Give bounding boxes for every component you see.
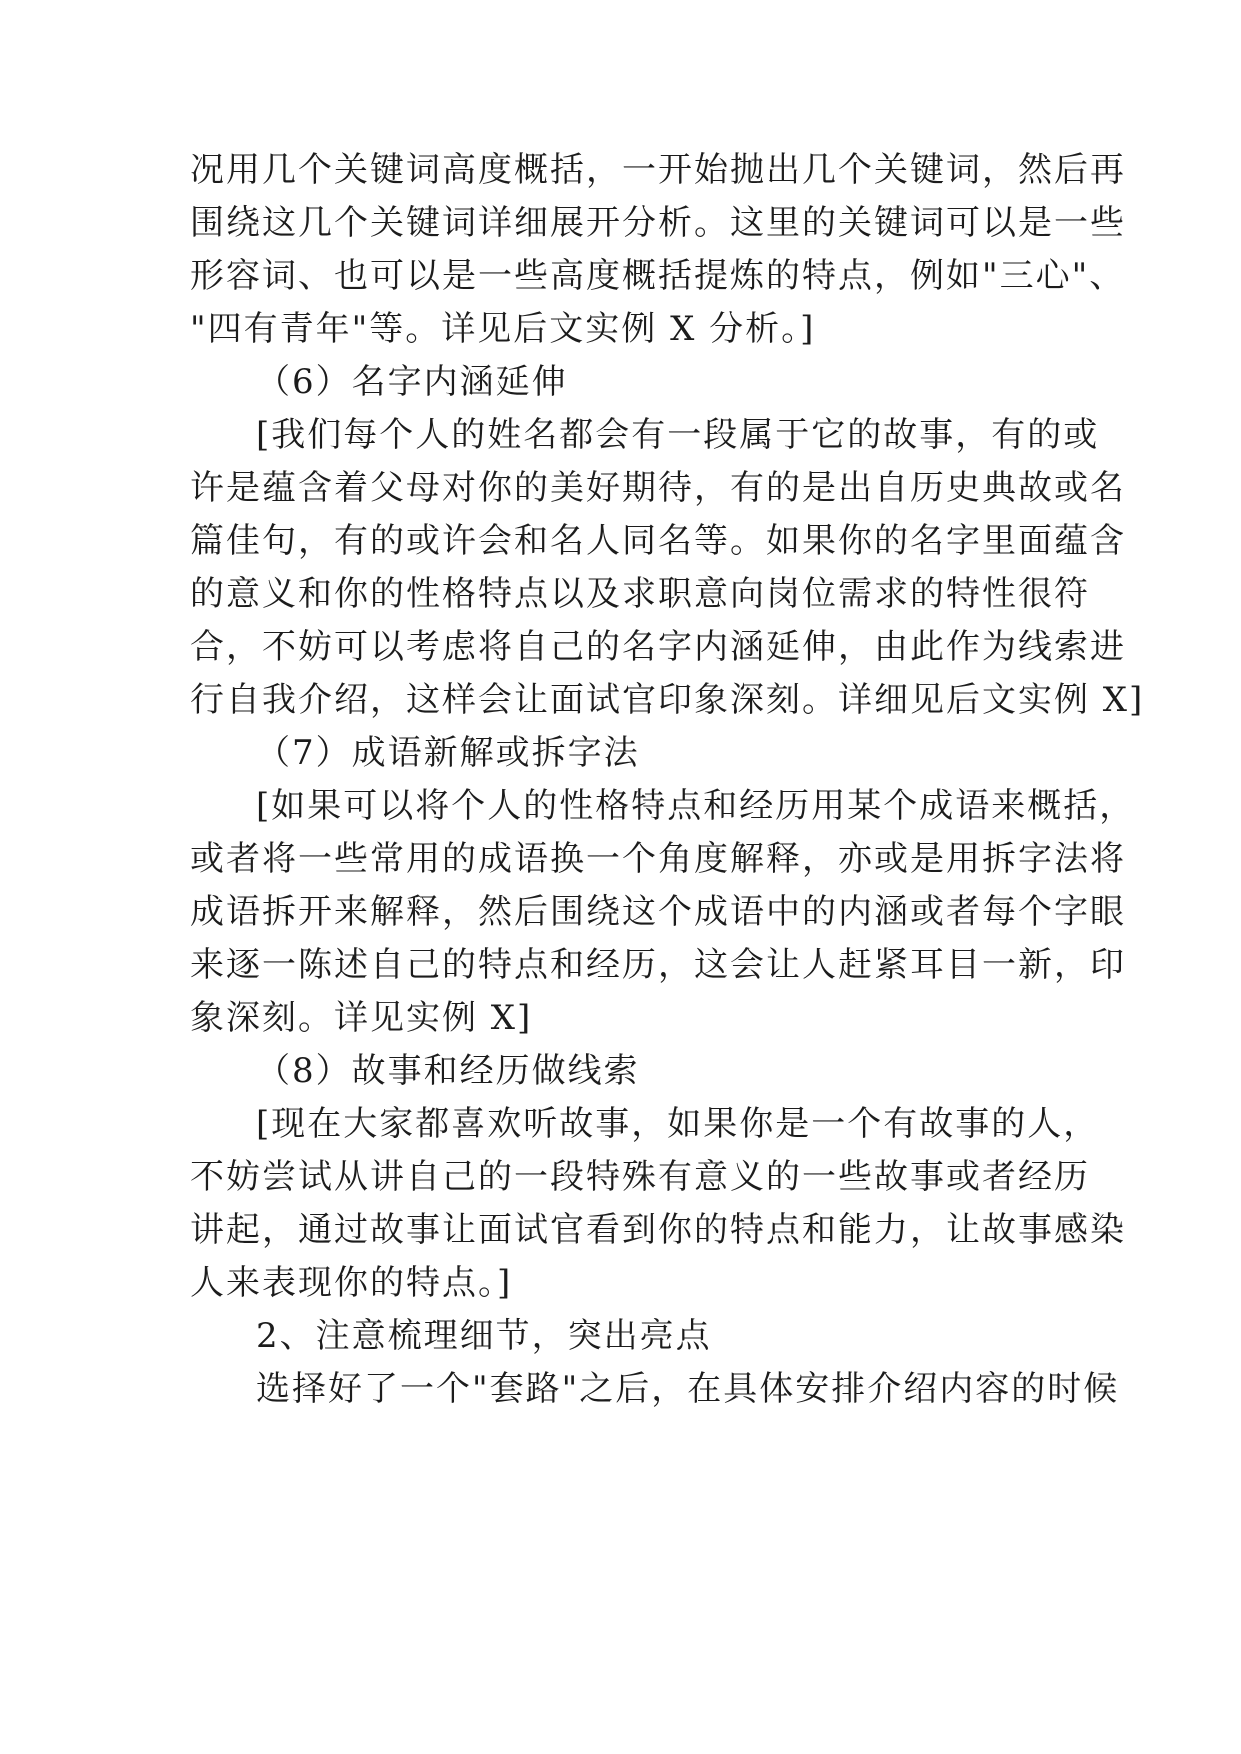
body-text-line: [如果可以将个人的性格特点和经历用某个成语来概括， xyxy=(256,786,1136,826)
body-text-line: 成语拆开来解释，然后围绕这个成语中的内涵或者每个字眼 xyxy=(190,892,1126,932)
body-text-line: 合，不妨可以考虑将自己的名字内涵延伸，由此作为线索进 xyxy=(190,627,1126,667)
body-text-line: 选择好了一个"套路"之后，在具体安排介绍内容的时候 xyxy=(256,1369,1120,1409)
section-heading: （7）成语新解或拆字法 xyxy=(256,733,640,773)
body-text-line: 不妨尝试从讲自己的一段特殊有意义的一些故事或者经历 xyxy=(190,1157,1090,1197)
body-text-line: [现在大家都喜欢听故事，如果你是一个有故事的人， xyxy=(256,1104,1100,1144)
body-text-line: "四有青年"等。详见后文实例 X 分析。] xyxy=(190,309,816,349)
section-heading: 2、注意梳理细节，突出亮点 xyxy=(256,1316,712,1356)
body-text-line: 象深刻。详见实例 X] xyxy=(190,998,533,1038)
body-text-line: 形容词、也可以是一些高度概括提炼的特点，例如"三心"、 xyxy=(190,256,1126,296)
section-heading: （6）名字内涵延伸 xyxy=(256,362,568,402)
body-text-line: 的意义和你的性格特点以及求职意向岗位需求的特性很符 xyxy=(190,574,1090,614)
body-text-line: 或者将一些常用的成语换一个角度解释，亦或是用拆字法将 xyxy=(190,839,1126,879)
body-text-line: 人来表现你的特点。] xyxy=(190,1263,513,1303)
body-text-line: 讲起，通过故事让面试官看到你的特点和能力，让故事感染 xyxy=(190,1210,1126,1250)
body-text-line: [我们每个人的姓名都会有一段属于它的故事，有的或 xyxy=(256,415,1100,455)
body-text-line: 许是蕴含着父母对你的美好期待，有的是出自历史典故或名 xyxy=(190,468,1126,508)
body-text-line: 行自我介绍，这样会让面试官印象深刻。详细见后文实例 X] xyxy=(190,680,1145,720)
body-text-line: 围绕这几个关键词详细展开分析。这里的关键词可以是一些 xyxy=(190,203,1126,243)
body-text-line: 篇佳句，有的或许会和名人同名等。如果你的名字里面蕴含 xyxy=(190,521,1126,561)
body-text-line: 况用几个关键词高度概括，一开始抛出几个关键词，然后再 xyxy=(190,150,1126,190)
section-heading: （8）故事和经历做线索 xyxy=(256,1051,640,1091)
body-text-line: 来逐一陈述自己的特点和经历，这会让人赶紧耳目一新，印 xyxy=(190,945,1126,985)
